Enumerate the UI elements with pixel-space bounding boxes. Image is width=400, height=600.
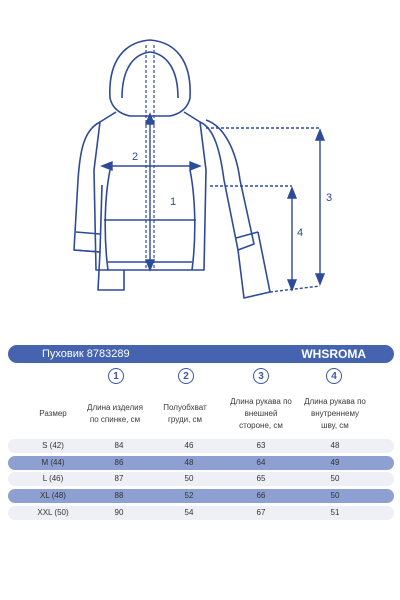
value-cell: 48 <box>330 441 340 450</box>
col-head-4: Длина рукава по внутреннему шву, см <box>304 397 366 430</box>
size-row-l <box>8 472 394 486</box>
value-cell: 52 <box>184 491 194 500</box>
col-num-1: 1 <box>108 368 124 384</box>
value-cell: 50 <box>330 491 340 500</box>
col-head-1: Длина изделия по спинке, см <box>87 403 143 424</box>
value-cell: 67 <box>256 508 266 517</box>
size-cell: M (44) <box>41 458 65 467</box>
value-cell: 88 <box>114 491 124 500</box>
col-head-size: Размер <box>39 409 67 418</box>
value-cell: 51 <box>330 508 340 517</box>
value-cell: 86 <box>114 458 124 467</box>
size-cell: XL (48) <box>40 491 66 500</box>
brand-name: WHSROMA <box>301 347 366 361</box>
size-row-s <box>8 439 394 453</box>
value-cell: 46 <box>184 441 194 450</box>
size-cell: L (46) <box>42 474 64 483</box>
size-cell: XXL (50) <box>37 508 69 517</box>
size-row-m <box>8 456 394 470</box>
size-cell: S (42) <box>42 441 64 450</box>
value-cell: 48 <box>184 458 194 467</box>
value-cell: 84 <box>114 441 124 450</box>
marker-1: 1 <box>170 196 177 208</box>
value-cell: 90 <box>114 508 124 517</box>
value-cell: 66 <box>256 491 266 500</box>
value-cell: 50 <box>184 474 194 483</box>
product-title: Пуховик 8783289 <box>42 348 130 360</box>
marker-3: 3 <box>326 192 333 204</box>
value-cell: 50 <box>330 474 340 483</box>
value-cell: 65 <box>256 474 266 483</box>
value-cell: 54 <box>184 508 194 517</box>
value-cell: 49 <box>330 458 340 467</box>
value-cell: 63 <box>256 441 266 450</box>
col-num-4: 4 <box>326 368 342 384</box>
title-bar <box>8 345 394 363</box>
col-head-2: Полуобхват груди, см <box>163 403 207 424</box>
value-cell: 87 <box>114 474 124 483</box>
hood-inner <box>122 52 178 98</box>
size-row-xxl <box>8 506 394 520</box>
col-num-3: 3 <box>253 368 269 384</box>
col-num-2: 2 <box>178 368 194 384</box>
right-sleeve <box>200 120 254 250</box>
marker-2: 2 <box>132 151 139 163</box>
col-head-3: Длина рукава по внешней стороне, см <box>230 397 292 430</box>
value-cell: 64 <box>256 458 266 467</box>
size-row-xl <box>8 489 394 503</box>
marker-4: 4 <box>297 227 304 239</box>
